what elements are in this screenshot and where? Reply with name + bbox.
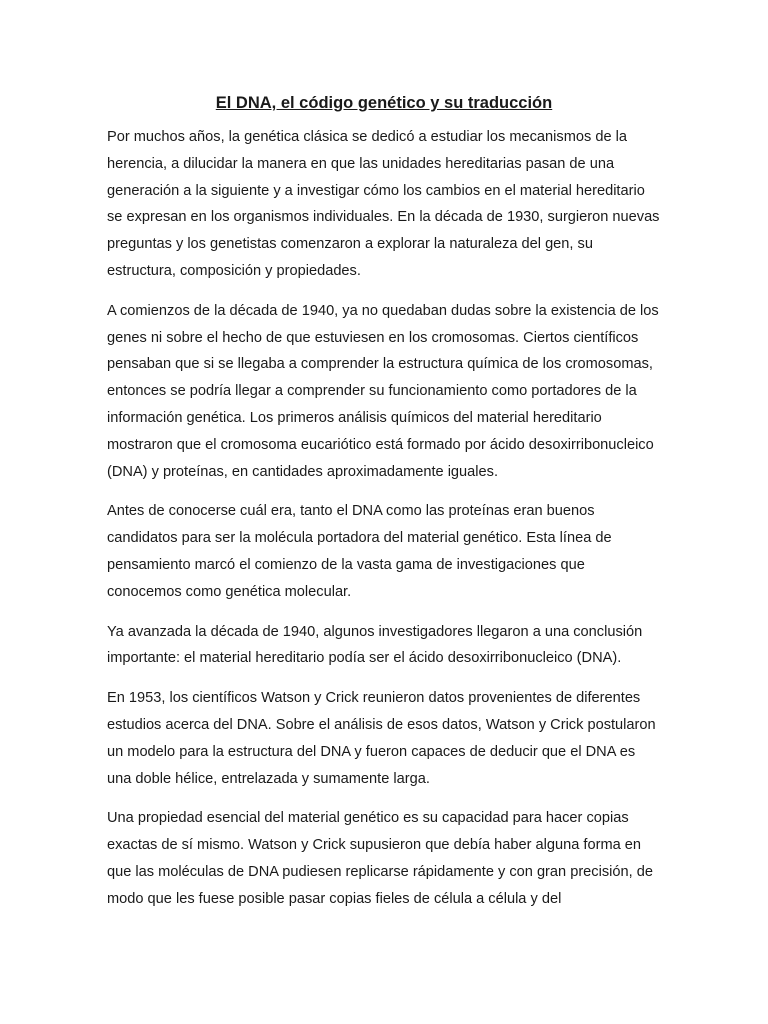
paragraph-5: En 1953, los científicos Watson y Crick reunieron datos provenientes de diferentes estudios acerca del DNA. Sobre el análisis de esos datos, Watson y Crick postularon un modelo para la estructura del DNA y fueron capaces de deducir que el DNA es una doble hélice, entrelazada y sumamente larga. xyxy=(107,690,656,787)
document-title: El DNA, el código genético y su traducción xyxy=(215,94,553,112)
paragraph-1: Por muchos años, la genética clásica se dedicó a estudiar los mecanismos de la herencia, a dilucidar la manera en que las unidades hereditarias pasan de una generación a la siguiente y a investigar cómo los cambios en el material hereditario se expresan en los organismos individuales. En la década de 1930, surgieron nuevas preguntas y los genetistas comenzaron a explorar la naturaleza del gen, su estructura, composición y propiedades. xyxy=(107,129,660,279)
paragraph-4: Ya avanzada la década de 1940, algunos investigadores llegaron a una conclusión importante: el material hereditario podía ser el ácido desoxirribonucleico (DNA). xyxy=(107,623,643,667)
paragraph-2: A comienzos de la década de 1940, ya no quedaban dudas sobre la existencia de los genes ni sobre el hecho de que estuviesen en los cromosomas. Ciertos científicos pensaban que si se llegaba a comprender la estructura química de los cromosomas, entonces se podría llegar a comprender su funcionamiento como portadores de la información genética. Los primeros análisis químicos del material hereditario mostraron que el cromosoma eucariótico está formado por ácido desoxirribonucleico (DNA) y proteínas, en cantidades aproximadamente iguales. xyxy=(107,302,659,480)
paragraph-3: Antes de conocerse cuál era, tanto el DNA como las proteínas eran buenos candidatos para ser la molécula portadora del material genético. Esta línea de pensamiento marcó el comienzo de la vasta gama de investigaciones que conocemos como genética molecular. xyxy=(107,503,612,600)
paragraph-6: Una propiedad esencial del material genético es su capacidad para hacer copias exactas de sí mismo. Watson y Crick supusieron que debía haber alguna forma en que las moléculas de DNA pudiesen replicarse rápidamente y con gran precisión, de modo que les fuese posible pasar copias fieles de célula a célula y del xyxy=(107,810,653,907)
